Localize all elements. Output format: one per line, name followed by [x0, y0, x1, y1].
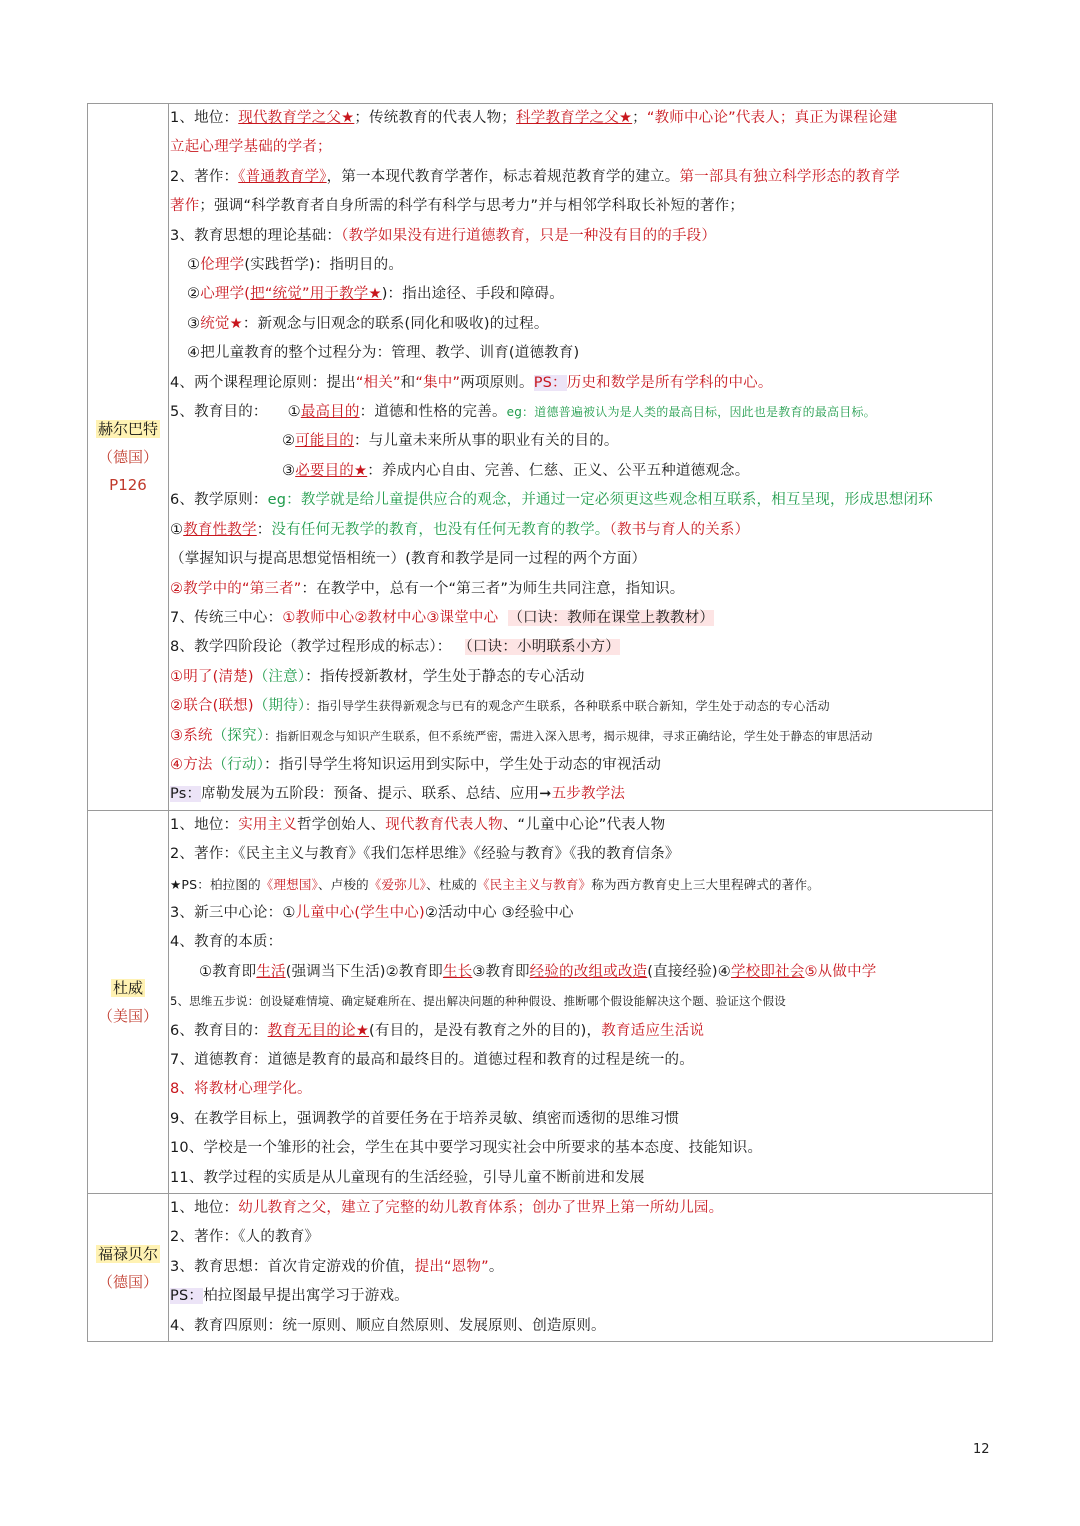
text-line: 3、教育思想：首次肯定游戏的价值，提出“恩物”。	[170, 1258, 504, 1275]
row-herbart	[88, 104, 993, 811]
text-line: 6、教育目的：教育无目的论★(有目的，是没有教育之外的目的)，教育适应生活说	[170, 1022, 705, 1039]
content-cell-froebel	[169, 1194, 993, 1342]
row-froebel	[88, 1194, 993, 1342]
text-line: 7、道德教育：道德是教育的最高和最终目的。道德过程和教育的过程是统一的。	[170, 1052, 694, 1068]
text-line: ①伦理学(实践哲学)：指明目的。	[187, 257, 404, 274]
educator-name: 福禄贝尔	[97, 1244, 158, 1263]
text-line: ④把儿童教育的整个过程分为：管理、教学、训育(道德教育)	[187, 345, 580, 362]
name-cell-dewey	[88, 810, 169, 1193]
text-line: 著作；强调“科学教育者自身所需的科学有科学与思考力”并与相邻学科取长补短的著作；	[170, 198, 745, 215]
text-line: 4、两个课程理论原则：提出“相关”和“集中”两项原则。PS：历史和数学是所有学科的中心。	[170, 374, 773, 391]
text-line: 1、地位：实用主义哲学创始人、现代教育代表人物、“儿童中心论”代表人物	[170, 816, 666, 833]
text-line: Ps：席勒发展为五阶段：预备、提示、联系、总结、应用➞五步教学法	[170, 786, 626, 803]
name-cell-froebel	[88, 1194, 169, 1342]
row-dewey	[88, 810, 993, 1193]
content-cell-herbart	[169, 104, 993, 811]
text-line: 4、教育的本质：	[170, 934, 283, 951]
text-line: 10、学校是一个雏形的社会，学生在其中要学习现实社会中所要求的基本态度、技能知识。	[170, 1140, 763, 1157]
text-line: ★PS：柏拉图的《理想国》、卢梭的《爱弥儿》、杜威的《民主主义与教育》称为西方教育史上三大里程碑式的著作。	[170, 876, 820, 892]
text-line: 2、著作：《人的教育》	[170, 1229, 320, 1246]
text-line: ③必要目的★：养成内心自由、完善、仁慈、正义、公平五种道德观念。	[282, 462, 750, 479]
text-line: ②联合(联想)（期待）：指引导学生获得新观念与已有的观念产生联系，各种联系中联合新知，学生处于动态的专心活动	[170, 698, 830, 715]
text-line: ③系统（探究）：指新旧观念与知识产生联系，但不系统严密，需进入深入思考，揭示规律，寻求正确结论，学生处于静态的审思活动	[170, 727, 873, 744]
educator-country: （德国）	[97, 447, 158, 466]
educator-name: 赫尔巴特	[97, 419, 158, 438]
text-line: 5、思维五步说：创设疑难情境、确定疑难所在、提出解决问题的种种假设、推断哪个假设能解决这个题、验证这个假设	[170, 994, 786, 1009]
text-line: ①教育即生活(强调当下生活)②教育即生长③教育即经验的改组或改造(直接经验)④学校即社会⑤从做中学	[199, 963, 877, 980]
educator-country: （美国）	[97, 1006, 158, 1025]
text-line: PS：柏拉图最早提出寓学习于游戏。	[170, 1288, 409, 1305]
text-line: 8、将教材心理学化。	[170, 1081, 312, 1098]
text-line: 8、教学四阶段论（教学过程形成的标志）： （口诀：小明联系小方）	[170, 639, 620, 656]
text-line: （掌握知识与提高思想觉悟相统一）(教育和教学是同一过程的两个方面）	[170, 551, 647, 568]
text-line: ④方法（行动）：指引导学生将知识运用到实际中，学生处于动态的审视活动	[170, 756, 662, 773]
text-line: 11、教学过程的实质是从儿童现有的生活经验，引导儿童不断前进和发展	[170, 1169, 645, 1186]
educator-name: 杜威	[112, 978, 143, 997]
page-number: 12	[973, 1442, 990, 1457]
text-line: ②教学中的“第三者”：在教学中，总有一个“第三者”为师生共同注意，指知识。	[170, 580, 685, 597]
educator-country: （德国）	[97, 1272, 158, 1291]
text-line: 3、新三中心论：①儿童中心(学生中心)②活动中心 ③经验中心	[170, 904, 574, 921]
text-line: 4、教育四原则：统一原则、顺应自然原则、发展原则、创造原则。	[170, 1317, 606, 1334]
name-cell-herbart	[88, 104, 169, 811]
text-line: 1、地位：幼儿教育之父，建立了完整的幼儿教育体系；创办了世界上第一所幼儿园。	[170, 1200, 724, 1217]
text-line: ②心理学(把“统觉”用于教学★)：指出途径、手段和障碍。	[187, 286, 564, 303]
text-line: 1、地位：现代教育学之父★；传统教育的代表人物；科学教育学之父★；“教师中心论”代表人；真正为课程论建	[170, 110, 898, 126]
text-line: 立起心理学基础的学者；	[170, 139, 332, 156]
text-line: 2、著作：《民主主义与教育》《我们怎样思维》《经验与教育》《我的教育信条》	[170, 846, 680, 863]
text-line: ②可能目的：与儿童未来所从事的职业有关的目的。	[282, 433, 619, 450]
content-cell-dewey	[169, 810, 993, 1193]
text-line: ①教育性教学：没有任何无教学的教育，也没有任何无教育的教学。（教书与育人的关系）	[170, 521, 750, 538]
page-reference: P126	[109, 475, 147, 494]
text-line: 5、教育目的： ①最高目的：道德和性格的完善。eg：道德普遍被认为是人类的最高目标，因此也是教育的最高目标。	[170, 404, 876, 421]
text-line: ①明了(清楚)（注意）：指传授新教材，学生处于静态的专心活动	[170, 668, 585, 685]
educators-table	[87, 103, 993, 1342]
text-line: 6、教学原则：eg：教学就是给儿童提供应合的观念，并通过一定必须更这些观念相互联系，相互呈现，形成思想闭环	[170, 492, 933, 509]
text-line: ③统觉★：新观念与旧观念的联系(同化和吸收)的过程。	[187, 315, 549, 332]
text-line: 9、在教学目标上，强调教学的首要任务在于培养灵敏、缜密而透彻的思维习惯	[170, 1110, 680, 1127]
text-line: 7、传统三中心：①教师中心②教材中心③课堂中心 （口诀：教师在课堂上教教材）	[170, 609, 715, 626]
text-line: 2、著作：《普通教育学》，第一本现代教育学著作，标志着规范教育学的建立。第一部具有独立科学形态的教育学	[170, 168, 900, 185]
text-line: 3、教育思想的理论基础：（教学如果没有进行道德教育，只是一种没有目的的手段）	[170, 227, 717, 244]
